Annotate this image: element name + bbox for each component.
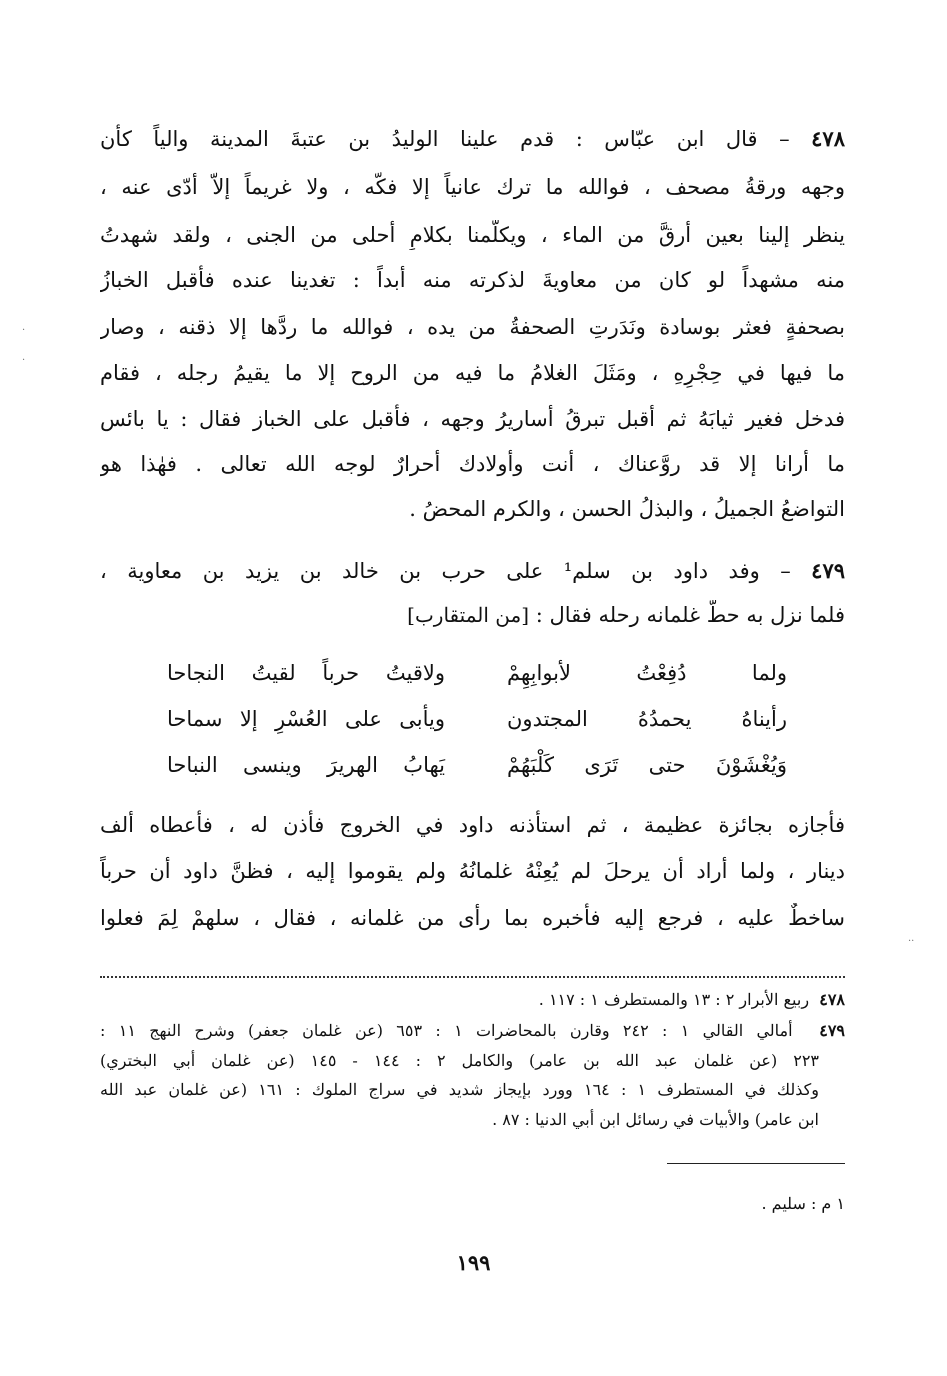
verse-row <box>167 657 787 689</box>
entry-479-after-line-1: فأجازه بجائزة عظيمة ، ثم استأذنه داود في الخروج فأذن له ، فأعطاه ألف <box>100 813 845 837</box>
variant-note: ١ م : سليم . <box>761 1194 845 1213</box>
entry-478-line-4: منه مشهداً لو كان من معاويةَ لذكرته منه أبداً : تغدينا عنده فأقبل الخبازُ <box>100 268 845 292</box>
entry-479-number: ٤٧٩ <box>811 558 845 583</box>
entry-478-line-6: ما فيها في حِجْرِهِ ، ومَثَلَ الغلامُ ما فيه من الروح إلا ما يقيمُ رجله ، فقام <box>100 361 845 385</box>
footnote-text: أمالي القالي ١ : ٢٤٢ وقارن بالمحاضرات ١ : ٦٥٣ (عن غلمان جعفر) وشرح النهج ١١ : <box>100 1021 793 1040</box>
entry-479-intro: فلما نزل به حطَّ غلمانه رحله فقال : <box>535 603 845 627</box>
entry-478-line-5: بصحفةٍ فعثر بوسادة ونَدَرتِ الصحفةُ من يده ، فوالله ما ردَّها إلا ذقنه ، وصار <box>100 315 845 339</box>
entry-479-line-2 <box>100 600 845 630</box>
verse-hemistich-second: ولاقيتُ حرباً لقيتُ النجاحا <box>167 661 445 685</box>
entry-479-text: وفد داود بن سلم¹ على حرب بن خالد بن يزيد بن معاوية ، <box>100 559 760 583</box>
footnote-478 <box>100 988 845 1012</box>
entry-479-line-1: ٤٧٩ – وفد داود بن سلم¹ على حرب بن خالد بن يزيد بن معاوية ، <box>100 558 845 583</box>
scan-speck: ·· <box>908 936 915 947</box>
note-divider <box>667 1163 845 1164</box>
entry-478-number: ٤٧٨ <box>811 126 845 151</box>
footnote-479-line-1 <box>100 1019 845 1043</box>
footnote-text: ربيع الأبرار ٢ : ١٣ والمستطرف ١ : ١١٧ . <box>538 990 810 1009</box>
verse-hemistich-second: يَهابُ الهريرَ وينسى النباحا <box>167 753 445 777</box>
verse-hemistich-first: رأيناهُ يحمدُهُ المجتدون <box>507 707 787 731</box>
entry-478-line-2: وجهه ورقةُ مصحف ، فوالله ما ترك عانياً إلا فكّه ، ولا غريماً إلاّ أدّى عنه ، <box>100 175 845 199</box>
footnote-479-line-2: ٢٢٣ (عن غلمان عبد الله بن عامر) والكامل ٢ : ١٤٤ - ١٤٥ (عن غلمان أبي البختري) <box>100 1051 819 1070</box>
verse-hemistich-first: ولما دُفِعْتُ لأبوابِهِمْ <box>507 661 787 685</box>
verse-row <box>167 749 787 781</box>
footnote-divider <box>100 976 845 978</box>
entry-478-line-1: ٤٧٨ – قال ابن عبّاس : قدم علينا الوليدُ بن عتبةَ المدينة والياً كأن <box>100 126 845 151</box>
footnote-479-line-4: ابن عامر) والأبيات في رسائل ابن أبي الدنيا : ٨٧ . <box>492 1110 819 1129</box>
entry-478-text: قال ابن عبّاس : قدم علينا الوليدُ بن عتبةَ المدينة والياً كأن <box>100 127 758 151</box>
footnote-number: ٤٧٩ <box>819 1021 845 1040</box>
entry-478-line-8: ما أرانا إلا قد روَّعناك ، أنت وأولادك أحرارٌ لوجه الله تعالى . فهٰذا هو <box>100 452 845 476</box>
verse-hemistich-first: وَيُغْشَوْنَ حتى تَرَى كَلْبَهُمْ <box>507 753 787 777</box>
scan-speck: · <box>22 355 26 366</box>
meter-label: [من المتقارب] <box>407 603 530 627</box>
entry-479-after-line-3: ساخطٌ عليه ، فرجع إليه فأخبره بما رأى من غلمانه ، فقال ، سلهمْ لِمَ فعلوا <box>100 906 845 930</box>
footnote-479-line-3: وكذلك في المستطرف ١ : ١٦٤ وورد بإيجاز شديد في سراج الملوك : ١٦١ (عن غلمان عبد الله <box>100 1080 819 1099</box>
entry-478-line-7: فدخل فغير ثيابَهُ ثم أقبل تبرقُ أساريرُ وجهه ، فأقبل على الخباز فقال : يا بائس <box>100 407 845 431</box>
scan-speck: · <box>22 325 26 336</box>
entry-478-line-3: ينظر إلينا بعين أرقَّ من الماء ، ويكلّمنا بكلامٍ أحلى من الجنى ، ولقد شهدتُ <box>100 223 845 247</box>
verse-hemistich-second: ويأبى على العُسْرِ إلا سماحا <box>167 707 445 731</box>
page-number: ١٩٩ <box>456 1250 491 1275</box>
entry-478-line-9: التواضعُ الجميلُ ، والبذلُ الحسن ، والكرم المحضُ . <box>409 497 845 521</box>
entry-479-after-line-2: دينار ، ولما أراد أن يرحلَ لم يُعِنْهُ غلمانُهُ ولم يقوموا إليه ، فظنَّ داود أن حرباً <box>100 859 845 883</box>
verse-row <box>167 703 787 735</box>
footnote-number: ٤٧٨ <box>819 990 845 1009</box>
